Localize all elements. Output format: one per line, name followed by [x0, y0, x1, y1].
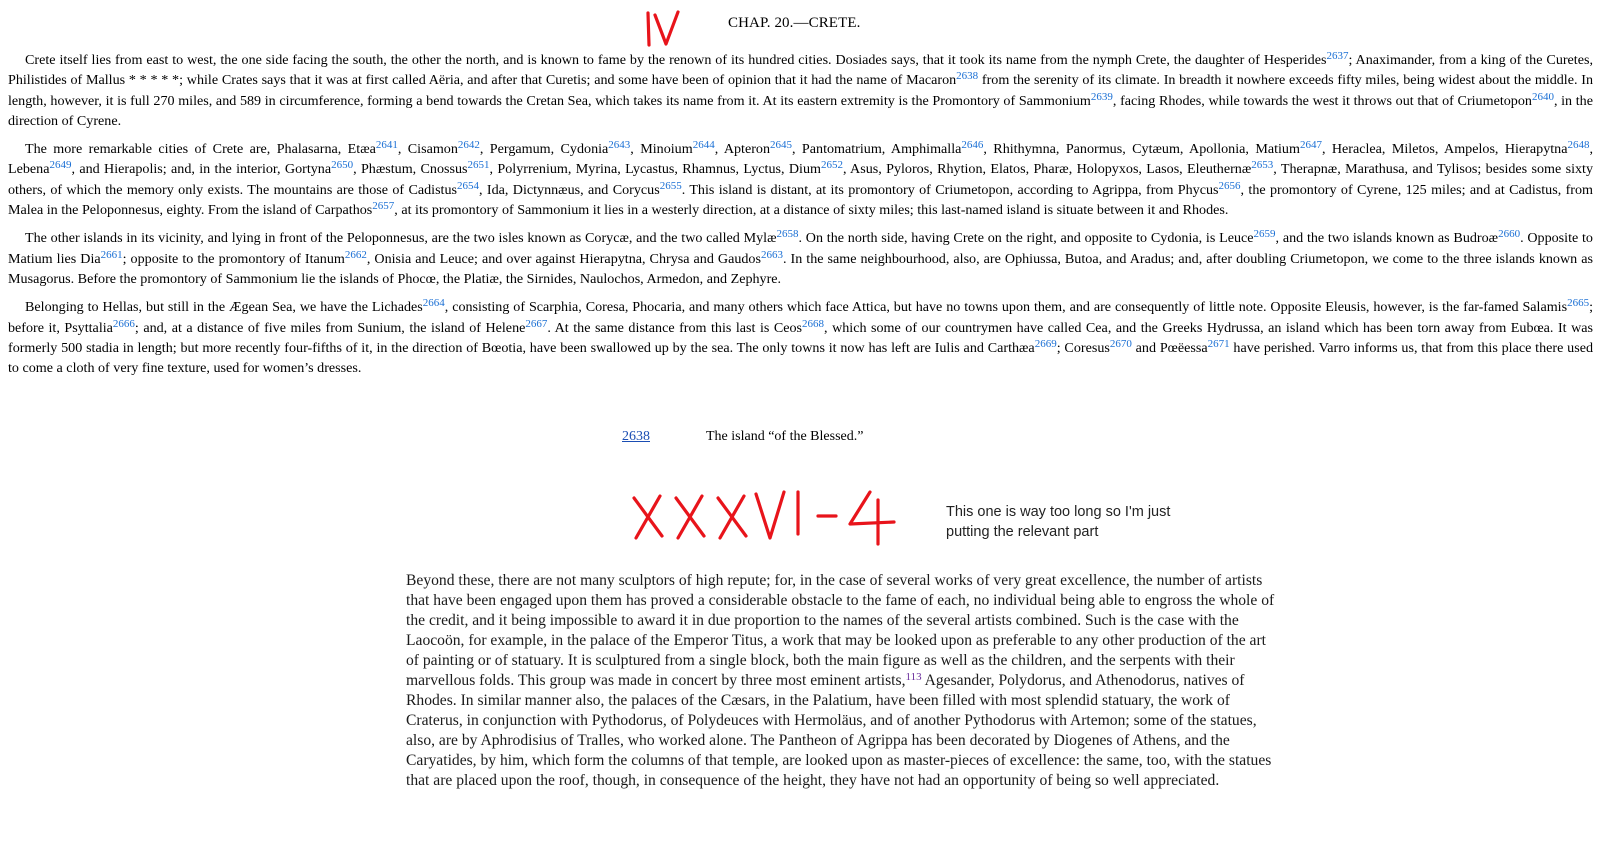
text-run: , Apteron	[714, 141, 771, 158]
text-run: , Pergamum, Cydonia	[479, 141, 609, 158]
text-run: , Minoium	[630, 141, 693, 158]
text-run: Belonging to Hellas, but still in the Ægean Sea, we have the Lichades	[25, 299, 423, 316]
text-run: ; Anaximander, from a king of the Curetes, Philistides of Mallus * * * * *; while Crates says that it was at first called Aëria, and after that Curetis; and some have been of opinion that it had the name of Macaron	[8, 52, 1593, 89]
footnote-ref[interactable]: 2644	[692, 139, 715, 152]
footnote-ref[interactable]: 2642	[457, 139, 480, 152]
footnote-ref[interactable]: 2665	[1567, 297, 1590, 310]
text-run: , and Hierapolis; and, in the interior, Gortyna	[71, 161, 332, 178]
handwritten-iv-mark	[645, 9, 685, 49]
footnote-ref[interactable]: 2656	[1218, 179, 1241, 192]
footnote-ref[interactable]: 2641	[375, 139, 398, 152]
footnote-ref[interactable]: 2671	[1207, 337, 1230, 350]
laocoon-paragraph	[406, 571, 1276, 791]
text-run: , Ida, Dictynnæus, and Corycus	[479, 181, 660, 198]
text-run: , Asus, Pyloros, Rhytion, Elatos, Pharæ, Holopyxos, Lasos, Eleuthernæ	[842, 161, 1252, 178]
text-run: . Opposite to Matium lies Dia	[8, 230, 1593, 267]
footnote-ref[interactable]: 2638	[956, 70, 979, 83]
footnote-ref[interactable]: 2662	[344, 248, 367, 261]
text-run: , facing Rhodes, while towards the west it throws out that of Criumetopon	[1112, 92, 1532, 109]
text-run: , Heraclea, Miletos, Ampelos, Hierapytna	[1321, 141, 1568, 158]
text-run: , Pantomatrium, Amphimalla	[792, 141, 962, 158]
text-run: , and the two islands known as Budroæ	[1275, 230, 1499, 247]
footnote-ref[interactable]: 2669	[1034, 337, 1057, 350]
footnote-text: The island “of the Blessed.”	[706, 429, 864, 444]
footnote-ref[interactable]: 2645	[770, 139, 793, 152]
laocoon-passage	[406, 571, 1276, 791]
footnote-ref[interactable]: 2648	[1567, 139, 1590, 152]
footnote-ref[interactable]: 2637	[1326, 50, 1349, 62]
text-run: , Onisia and Leuce; and over against Hierapytna, Chrysa and Gaudos	[366, 250, 761, 267]
text-run: Beyond these, there are not many sculptors of high repute; for, in the case of several works of very great excellence, the number of artists that have been engaged upon them has proved a considerable obstacle to the fame of each, no individual being able to engross the whole of the credit, and it being impossible to award it in due proportion to the names of the several artists combined. Such is the case with the Laocoön, for example, in the palace of the Emperor Titus, a work that may be looked upon as preferable to any other production of the art of painting or of statuary. It is sculptured from a single block, both the main figure as well as the children, and the serpents with their marvellous folds. This group was made in concert by three most eminent artists,	[406, 572, 1275, 689]
text-run: ; opposite to the promontory of Itanum	[122, 250, 345, 267]
footnote-ref[interactable]: 2664	[422, 297, 445, 310]
text-run: , Therapnæ, Marathusa, and Tylisos; besides some sixty others, of which the memory only exists. The mountains are those of Cadistus	[8, 161, 1594, 198]
text-run: . In the same neighbourhood, also, are Ophiussa, Butoa, and Aradus; and, after doubling Criumetopon, we come to the three islands known as Musagorus. Before the promontory of Sammonium lie the islands of Phocœ, the Platiæ, the Sirnides, Naulochos, Armedon, and Zephyre.	[8, 250, 1593, 287]
footnote-ref[interactable]: 2661	[100, 248, 123, 261]
footnote-ref[interactable]: 2670	[1109, 337, 1132, 350]
crete-paragraph	[8, 228, 1593, 289]
text-run: and Pœëessa	[1131, 339, 1208, 356]
text-run: ; and, at a distance of five miles from Sunium, the island of Helene	[134, 319, 526, 336]
text-run: The more remarkable cities of Crete are, Phalasarna, Etæa	[25, 141, 376, 158]
footnote-ref[interactable]: 2643	[608, 139, 631, 152]
footnote-ref[interactable]: 2652	[820, 159, 843, 172]
text-run: , the promontory of Cyrene, 125 miles; and at Cadistus, from Malea in the Peloponnesus, eighty. From the island of Carpathos	[8, 181, 1593, 219]
text-run: Agesander, Polydorus, and Athenodorus, natives of Rhodes. In similar manner also, the palaces of the Cæsars, in the Palatium, have been filled with most splendid statuary, the work of Craterus, in conjunction with Pythodorus, of Polydeuces with Hermoläus, and of another Pythodorus with Artemon; some of the statues, also, are by Aphrodisius of Tralles, who worked alone. The Pantheon of Agrippa has been decorated by Diogenes of Athens, and the Caryatides, by him, which form the columns of that temple, are looked upon as master-pieces of excellence: the same, too, with the statues that are placed upon the roof, though, in consequence of the height, they have not had an opportunity of being so well appreciated.	[406, 672, 1272, 789]
text-run: . On the north side, having Crete on the right, and opposite to Cydonia, is Leuce	[798, 230, 1254, 247]
footnote-ref[interactable]: 2659	[1253, 228, 1276, 241]
text-run: Crete itself lies from east to west, the one side facing the south, the other the north, and is known to fame by the renown of its hundred cities. Dosiades says, that it took its name from the nymph Crete, the daughter of Hesperides	[25, 52, 1327, 68]
footnote-ref[interactable]: 2655	[659, 179, 682, 192]
text-run: , Lebena	[8, 141, 1593, 178]
text-run: , which some of our countrymen have called Cea, and the Greeks Hydrussa, an island which has been torn away from Eubœa. It was formerly 500 stadia in length; but more recently four-fifths of it, in the direction of Bœotia, have been swallowed up by the sea. The only towns it now has left are Iulis and Carthæa	[8, 319, 1593, 356]
text-run: , Cisamon	[397, 141, 458, 158]
text-run: have perished. Varro informs us, that from this place there used to come a cloth of very fine texture, used for women’s dresses.	[8, 339, 1593, 377]
text-run: , consisting of Scarphia, Coresa, Phocaria, and many others which face Attica, but have no towns upon them, and are consequently of little note. Opposite Eleusis, however, is the far-famed Salamis	[444, 299, 1568, 316]
crete-paragraph	[8, 297, 1593, 378]
crete-paragraph	[8, 139, 1593, 220]
text-run: , in the direction of Cyrene.	[8, 92, 1593, 129]
text-run: ; Coresus	[1056, 339, 1110, 356]
text-run: . This island is distant, at its promontory of Criumetopon, according to Agrippa, from Phycus	[681, 181, 1219, 198]
footnote-ref[interactable]: 2657	[372, 200, 395, 213]
text-run: from the serenity of its climate. In breadth it nowhere exceeds fifty miles, being widest about the middle. In length, however, it is full 270 miles, and 589 in circumference, forming a bend towards the Cretan Sea, which takes its name from it. At its eastern extremity is the Promontory of Sammonium	[8, 72, 1593, 109]
footnote-ref[interactable]: 2649	[49, 159, 72, 172]
footnote-ref[interactable]: 2660	[1498, 228, 1521, 241]
footnote-ref[interactable]: 2666	[112, 317, 135, 330]
footnote-ref[interactable]: 2646	[961, 139, 984, 152]
footnote-ref[interactable]: 2639	[1090, 90, 1113, 103]
crete-paragraph	[8, 50, 1593, 131]
text-run: . At the same distance from this last is Ceos	[547, 319, 803, 336]
footnote-ref[interactable]: 2651	[467, 159, 490, 172]
text-run: , Rhithymna, Panormus, Cytæum, Apollonia, Matium	[983, 141, 1300, 158]
footnote-ref[interactable]: 2640	[1531, 90, 1554, 103]
text-run: The other islands in its vicinity, and lying in front of the Peloponnesus, are the two isles known as Corycæ, and the two called Mylæ	[25, 230, 777, 247]
footnote-ref[interactable]: 113	[905, 671, 922, 683]
footnote-ref[interactable]: 2663	[760, 248, 783, 261]
footnote-ref[interactable]: 2653	[1251, 159, 1274, 172]
footnote-ref[interactable]: 2650	[331, 159, 354, 172]
text-run: ; before it, Psyttalia	[8, 299, 1593, 336]
chapter-title: CHAP. 20.—CRETE.	[728, 15, 861, 31]
handwritten-note: This one is way too long so I'm just putting the relevant part	[946, 504, 1171, 540]
footnote	[622, 429, 864, 445]
footnote-ref[interactable]: 2668	[802, 317, 825, 330]
text-run: , at its promontory of Sammonium it lies in a westerly direction, at a distance of sixty miles; this last-named island is situate between it and Rhodes.	[394, 202, 1229, 219]
handwritten-xxxvi-4-mark	[632, 488, 902, 548]
footnote-number-link[interactable]: 2638	[622, 429, 650, 444]
text-run: , Polyrrenium, Myrina, Lycastus, Rhamnus, Lyctus, Dium	[489, 161, 821, 178]
text-run: , Phæstum, Cnossus	[353, 161, 468, 178]
footnote-ref[interactable]: 2667	[525, 317, 548, 330]
footnote-ref[interactable]: 2647	[1299, 139, 1322, 152]
footnote-ref[interactable]: 2658	[776, 228, 799, 241]
crete-passage	[8, 50, 1593, 386]
footnote-ref[interactable]: 2654	[457, 179, 479, 192]
